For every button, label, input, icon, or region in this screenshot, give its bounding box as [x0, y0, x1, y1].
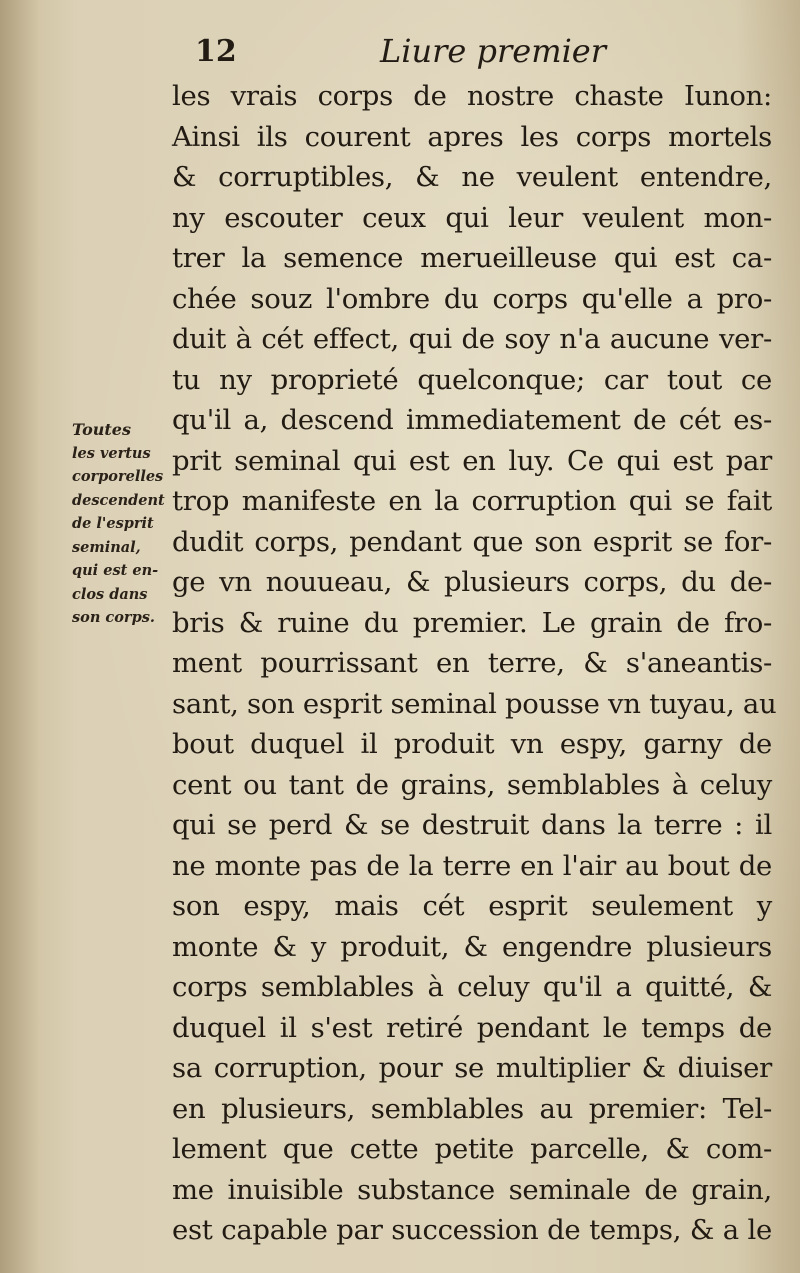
- text-line: est capable par succession de temps, & a le: [172, 1214, 772, 1246]
- text-line: bout duquel il produit vn espy, garny de: [172, 728, 772, 760]
- text-line: en plusieurs, semblables au premier: Tel-: [172, 1092, 772, 1125]
- text-line: qui se perd & se destruit dans la terre : il: [172, 809, 772, 841]
- margin-note-line: seminal,: [72, 538, 141, 556]
- margin-note-line: Toutes: [72, 420, 131, 439]
- text-line: duit à cét effect, qui de soy n'a aucune ver-: [172, 323, 772, 355]
- margin-note-line: de l'esprit: [72, 515, 154, 532]
- text-line: trop manifeste en la corruption qui se fait: [172, 485, 772, 517]
- text-line: sant, son esprit seminal pousse vn tuyau, au: [172, 687, 777, 720]
- text-line: dudit corps, pendant que son esprit se for-: [172, 525, 772, 558]
- text-line: son espy, mais cét esprit seulement y: [172, 890, 772, 922]
- gutter-shadow: [0, 0, 40, 1273]
- text-line: monte & y produit, & engendre plusieurs: [172, 930, 772, 963]
- text-line: sa corruption, pour se multiplier & diuiser: [172, 1052, 772, 1084]
- text-line: ne monte pas de la terre en l'air au bout de: [172, 849, 772, 882]
- text-line: tu ny proprieté quelconque; car tout ce: [172, 363, 772, 396]
- text-line: ment pourrissant en terre, & s'aneantis-: [172, 647, 772, 679]
- margin-note-line: les vertus: [72, 444, 151, 462]
- text-line: ge vn nouueau, & plusieurs corps, du de-: [172, 566, 772, 598]
- text-line: bris & ruine du premier. Le grain de fro-: [172, 606, 772, 639]
- margin-note-line: son corps.: [72, 609, 155, 626]
- margin-note: [72, 418, 172, 630]
- text-line: Ainsi ils courent apres les corps mortels: [172, 120, 772, 153]
- text-line: qu'il a, descend immediatement de cét es-: [172, 404, 772, 436]
- text-line: ny escouter ceux qui leur veulent mon-: [172, 201, 772, 234]
- running-title: Liure premier: [380, 32, 607, 70]
- page-number: 12: [195, 34, 237, 69]
- margin-note-line: corporelles: [72, 468, 164, 485]
- margin-note-line: descendent: [72, 491, 165, 509]
- text-line: duquel il s'est retiré pendant le temps de: [172, 1011, 772, 1044]
- text-line: cent ou tant de grains, semblables à celuy: [172, 768, 772, 801]
- text-line: & corruptibles, & ne veulent entendre,: [172, 161, 772, 193]
- margin-note-line: qui est en-: [72, 562, 159, 579]
- text-line: les vrais corps de nostre chaste Iunon:: [172, 80, 772, 112]
- text-line: trer la semence merueilleuse qui est ca-: [172, 242, 772, 274]
- text-line: lement que cette petite parcelle, & com-: [172, 1133, 772, 1165]
- text-line: prit seminal qui est en luy. Ce qui est par: [172, 444, 772, 477]
- text-line: corps semblables à celuy qu'il a quitté, &: [172, 971, 772, 1003]
- body-text: [172, 76, 777, 1251]
- text-line: chée souz l'ombre du corps qu'elle a pro-: [172, 282, 772, 315]
- text-line: me inuisible substance seminale de grain,: [172, 1173, 772, 1206]
- margin-note-line: clos dans: [72, 585, 148, 603]
- page-header: [195, 30, 755, 74]
